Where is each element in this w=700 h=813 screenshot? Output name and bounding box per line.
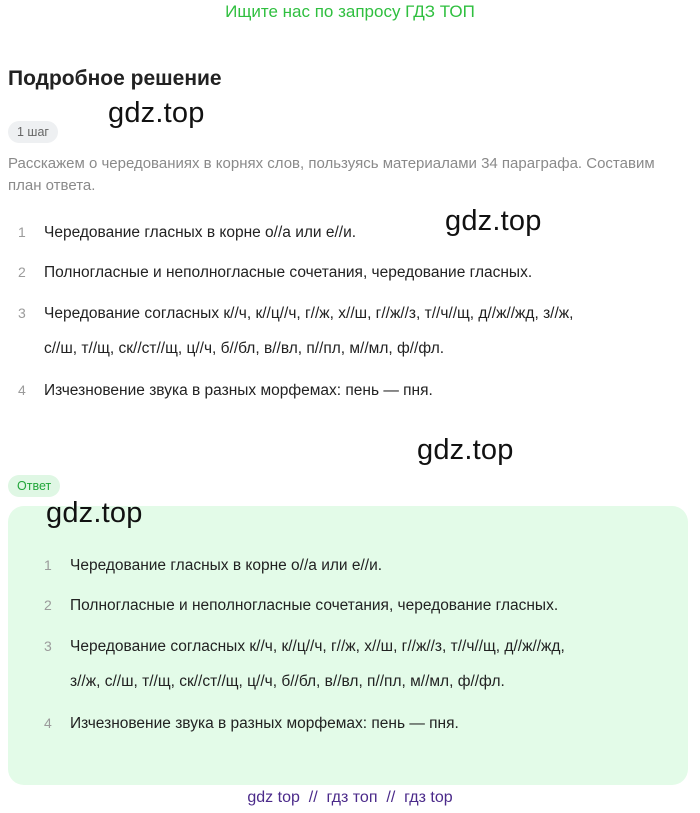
watermark: gdz.top [46, 497, 143, 529]
solution-list [18, 224, 688, 400]
item-text: Чередование гласных в корне о//а или е//и. [44, 224, 357, 241]
item-text: Полногласные и неполногласные сочетания, чередование гласных. [44, 264, 533, 281]
list-item [44, 715, 684, 733]
answer-badge: Ответ [8, 475, 60, 497]
item-text: Чередование согласных к//ч, к//ц//ч, г//ж, х//ш, г//ж//з, т//ч//щ, д//ж//жд, з//ж, [44, 305, 574, 322]
list-item [44, 557, 684, 575]
intro-text: Расскажем о чередованиях в корнях слов, пользуясь материалами 34 параграфа. Составим план ответа. [8, 155, 655, 194]
watermark: gdz.top [445, 205, 542, 237]
item-text: с//ш, т//щ, ск//ст//щ, ц//ч, б//бл, в//вл, п//пл, м//мл, ф//фл. [44, 340, 445, 357]
watermark: gdz.top [417, 434, 514, 466]
item-number: 4 [44, 715, 52, 731]
item-text: з//ж, с//ш, т//щ, ск//ст//щ, ц//ч, б//бл, в//вл, п//пл, м//мл, ф//фл. [70, 673, 505, 690]
item-text: Чередование согласных к//ч, к//ц//ч, г//ж, х//ш, г//ж//з, т//ч//щ, д//ж//жд, [70, 638, 565, 655]
answer-list [44, 557, 684, 733]
list-item [18, 224, 688, 242]
item-number: 1 [44, 557, 52, 573]
list-item [44, 629, 684, 699]
item-number: 2 [18, 264, 26, 280]
watermark: gdz.top [108, 97, 205, 129]
item-text: Изчезновение звука в разных морфемах: пень — пня. [70, 715, 459, 732]
item-text: Изчезновение звука в разных морфемах: пень — пня. [44, 382, 433, 399]
step-badge: 1 шаг [8, 121, 58, 143]
list-item [44, 597, 684, 615]
item-number: 2 [44, 597, 52, 613]
item-number: 3 [44, 638, 52, 654]
promo-banner: Ищите нас по запросу ГДЗ ТОП [225, 2, 475, 21]
list-item [18, 382, 688, 400]
item-text: Чередование гласных в корне о//а или е//и. [70, 557, 383, 574]
item-number: 3 [18, 305, 26, 321]
list-item [18, 296, 688, 366]
item-number: 1 [18, 224, 26, 240]
list-item [18, 264, 688, 282]
footer-links: gdz top // гдз топ // гдз top [247, 789, 453, 806]
item-number: 4 [18, 382, 26, 398]
item-text: Полногласные и неполногласные сочетания, чередование гласных. [70, 597, 559, 614]
page-title: Подробное решение [8, 67, 222, 90]
